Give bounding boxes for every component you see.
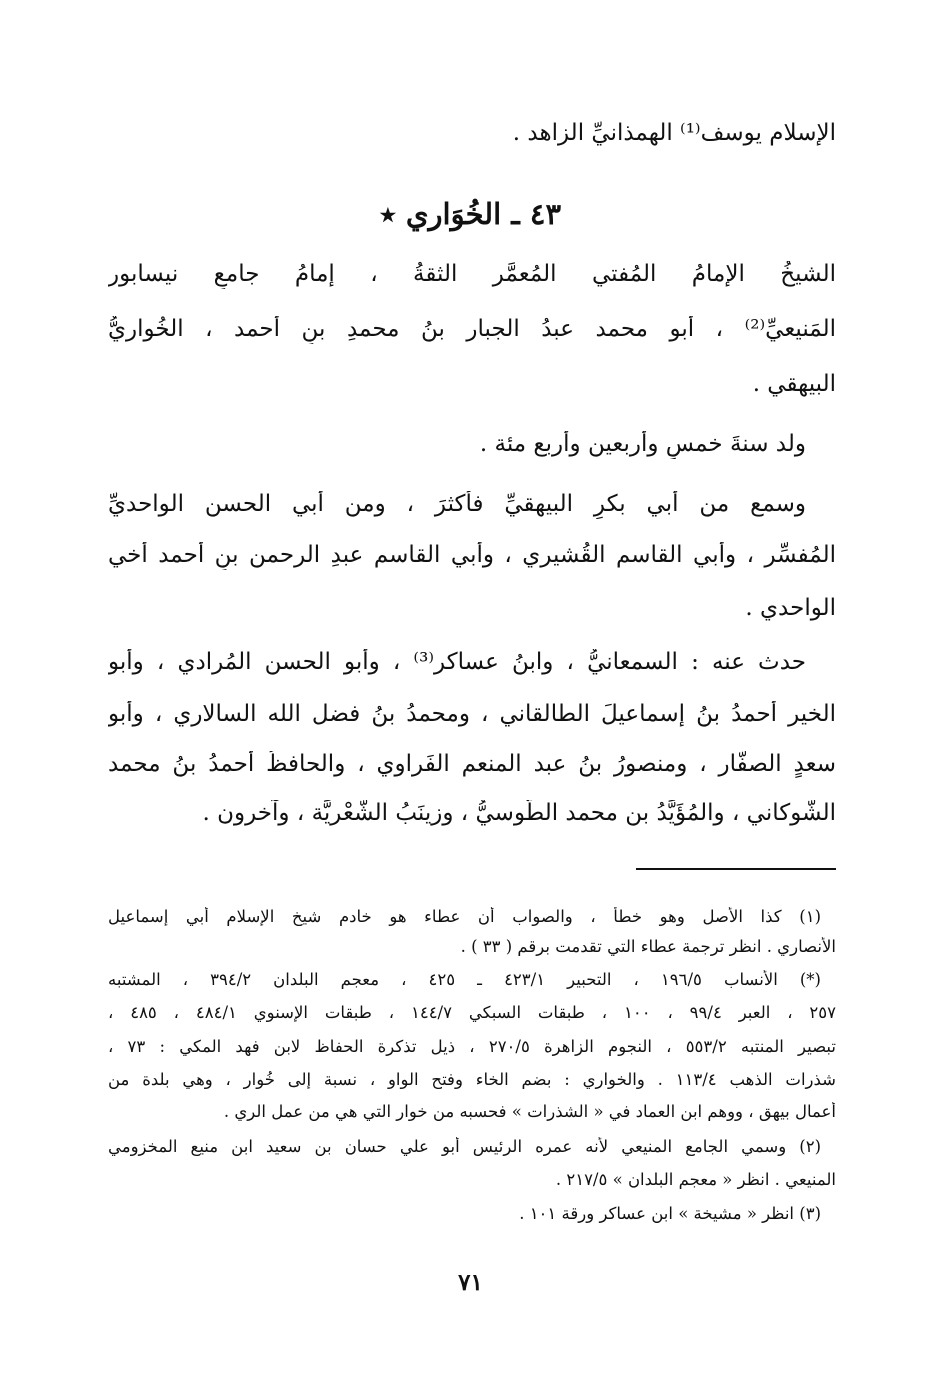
text-line: حدث عنه : السمعانيُّ ، وابنُ عساكر⁽³⁾ ، وأبو الحسن المُرادي ، وأبو xyxy=(108,649,806,675)
text-line: سعدٍ الصفَّار ، ومنصورُ بنُ عبد المنعم الفَراوي ، والحافظُ أحمدُ بنُ محمد xyxy=(108,751,836,777)
footnote-line: الأنصاري . انظر ترجمة عطاء التي تقدمت برقم ( ٣٣ ) . xyxy=(460,937,836,956)
text-line: وسمع من أبي بكرٍ البيهقيِّ فأكثرَ ، ومن أبي الحسن الواحديِّ xyxy=(108,491,806,517)
text-line: البيهقي . xyxy=(752,371,836,397)
footnote-line: ٢٥٧ ، العبر ٩٩/٤ ، ١٠٠ ، طبقات السبكي ١٤٤/٧ ، طبقات الإسنوي ٤٨٤/١ ، ٤٨٥ ، xyxy=(108,1003,836,1022)
text-line: المُفسِّر ، وأبي القاسم القُشيري ، وأبي القاسم عبدِ الرحمن بنِ أحمد أخي xyxy=(108,542,836,568)
footnote-line: (٢) وسمي الجامع المنيعي لأنه عمره الرئيس أبو علي حسان بن سعيد ابن منيع المخزومي xyxy=(108,1137,821,1156)
footnote-line: تبصير المنتبه ٥٥٣/٢ ، النجوم الزاهرة ٢٧٠/٥ ، ذيل تذكرة الحفاظ لابن فهد المكي : ٧٣ ، xyxy=(108,1037,836,1056)
text-line: الشَّوكاني ، والمُؤَيَّدُ بن محمد الطُّوسيُّ ، وزينَبُ الشَّعْريَّة ، وآخرون . xyxy=(202,800,836,826)
entry-title: ٤٣ ـ الخُوَاري ٭ xyxy=(379,197,562,231)
footnote-line: أعمال بيهق ، ووهم ابن العماد في « الشذرات » فحسبه من خوار التي هي من عمل الري . xyxy=(223,1102,836,1121)
text-line: الواحدي . xyxy=(745,595,836,621)
footnote-line: شذرات الذهب ١١٣/٤ . والخواري : بضم الخاء وفتح الواو ، نسبة إلى خُوار ، وهي بلدة من xyxy=(108,1070,836,1089)
footnote-line: (١) كذا الأصل وهو خطأ ، والصواب أن عطاء هو خادم شيخ الإسلام أبي إسماعيل xyxy=(108,907,821,926)
text-line: الشيخُ الإمامُ المُفتي المُعمَّر الثقةُ ، إمامُ جامعِ نيسابور xyxy=(108,261,836,287)
continuation-line: الإسلام يوسف⁽¹⁾ الهمذانيِّ الزاهد . xyxy=(512,120,836,146)
footnote-separator xyxy=(636,868,836,870)
birth-paragraph: ولد سنةَ خمسٍ وأربعين وأربع مئة . xyxy=(479,431,806,457)
footnote-line: المنيعي . انظر « معجم البلدان » ٢١٧/٥ . xyxy=(555,1170,836,1189)
page-number: ٧١ xyxy=(458,1269,483,1296)
footnote-line: (٣) انظر « مشيخة » ابن عساكر ورقة ١٠١ . xyxy=(519,1204,821,1223)
text-line: الخير أحمدُ بنُ إسماعيلَ الطالقاني ، ومحمدُ بنُ فضل الله السالاري ، وأبو xyxy=(108,701,836,727)
text-line: المَنيعيِّ⁽²⁾ ، أبو محمد عبدُ الجبار بنُ محمدِ بنِ أحمد ، الخُواريُّ xyxy=(108,316,836,342)
footnote-line: (*) الأنساب ١٩٦/٥ ، التحبير ٤٢٣/١ ـ ٤٢٥ ، معجم البلدان ٣٩٤/٢ ، المشتبه xyxy=(108,970,821,989)
